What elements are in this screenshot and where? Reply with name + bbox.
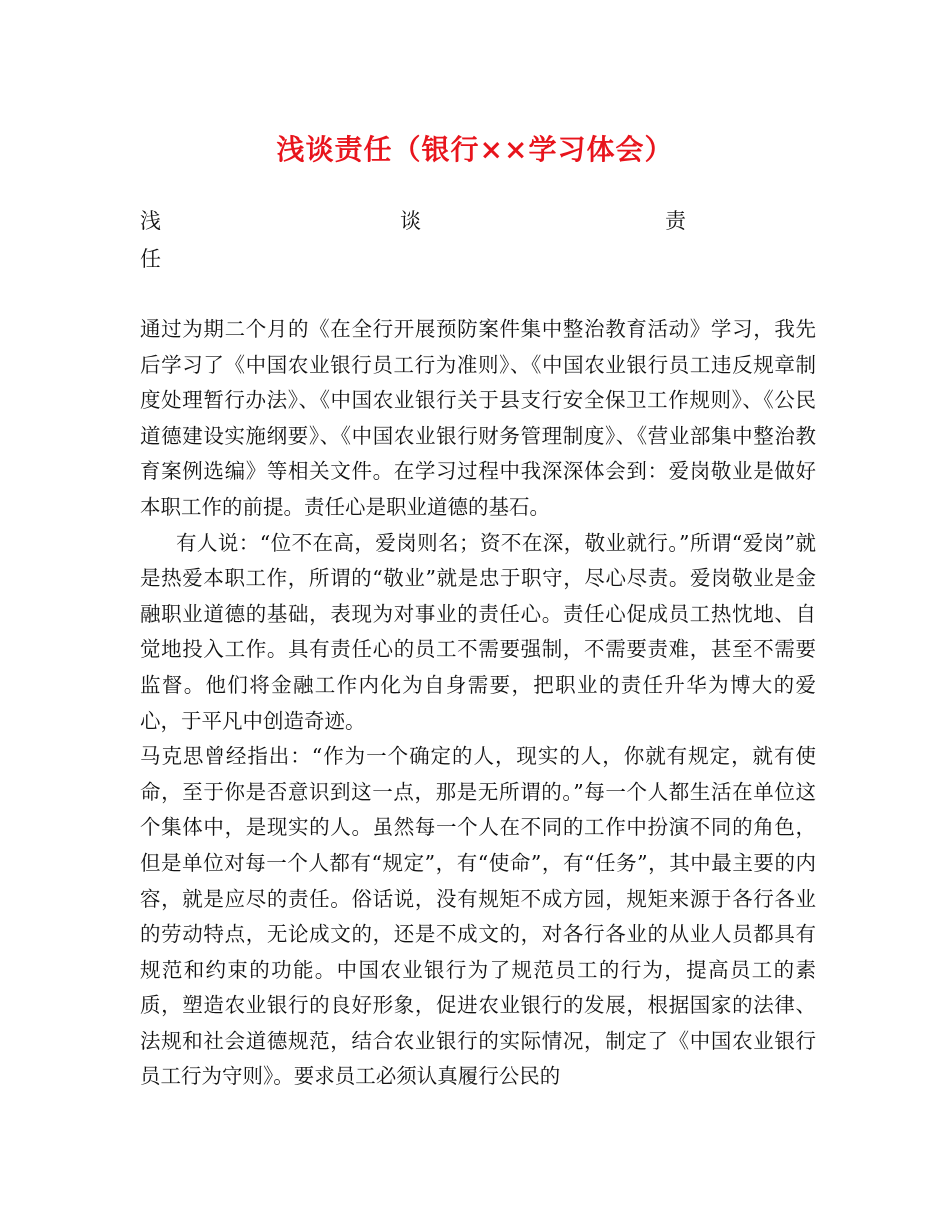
subtitle-char: 浅	[140, 209, 161, 233]
subtitle-char: 责	[665, 209, 686, 233]
subtitle-char: 谈	[400, 209, 421, 233]
paragraph: 有人说：“位不在高，爱岗则名；资不在深，敬业就行。”所谓“爱岗”就是热爱本职工作，所谓的“敬业”就是忠于职守，尽心尽责。爱岗敬业是金融职业道德的基础，表现为对事业的责任心。责任心促成员工热忱地、自觉地投入工作。具有责任心的员工不需要强制，不需要责难，甚至不需要监督。他们将金融工作内化为自身需要，把职业的责任升华为博大的爱心，于平凡中创造奇迹。	[140, 530, 816, 733]
subtitle-char: 任	[140, 247, 161, 271]
document-body	[140, 312, 816, 1095]
paragraph: 通过为期二个月的《在全行开展预防案件集中整治教育活动》学习，我先后学习了《中国农业银行员工行为准则》、《中国农业银行员工违反规章制度处理暂行办法》、《中国农业银行关于县支行安全保卫工作规则》、《公民道德建设实施纲要》、《中国农业银行财务管理制度》、《营业部集中整治教育案例选编》等相关文件。在学习过程中我深深体会到：爱岗敬业是做好本职工作的前提。责任心是职业道德的基石。	[140, 317, 816, 519]
document-subtitle	[140, 205, 812, 285]
paragraph: 马克思曾经指出：“作为一个确定的人，现实的人，你就有规定，就有使命，至于你是否意识到这一点，那是无所谓的。”每一个人都生活在单位这个集体中，是现实的人。虽然每一个人在不同的工作中扮演不同的角色，但是单位对每一个人都有“规定”，有“使命”，有“任务”，其中最主要的内容，就是应尽的责任。俗话说，没有规矩不成方园，规矩来源于各行各业的劳动特点，无论成文的，还是不成文的，对各行各业的从业人员都具有规范和约束的功能。中国农业银行为了规范员工的行为，提高员工的素质，塑造农业银行的良好形象，促进农业银行的发展，根据国家的法律、法规和社会道德规范，结合农业银行的实际情况，制定了《中国农业银行员工行为守则》。要求员工必须认真履行公民的	[140, 744, 816, 1089]
document-title: 浅谈责任（银行××学习体会）	[276, 133, 674, 166]
